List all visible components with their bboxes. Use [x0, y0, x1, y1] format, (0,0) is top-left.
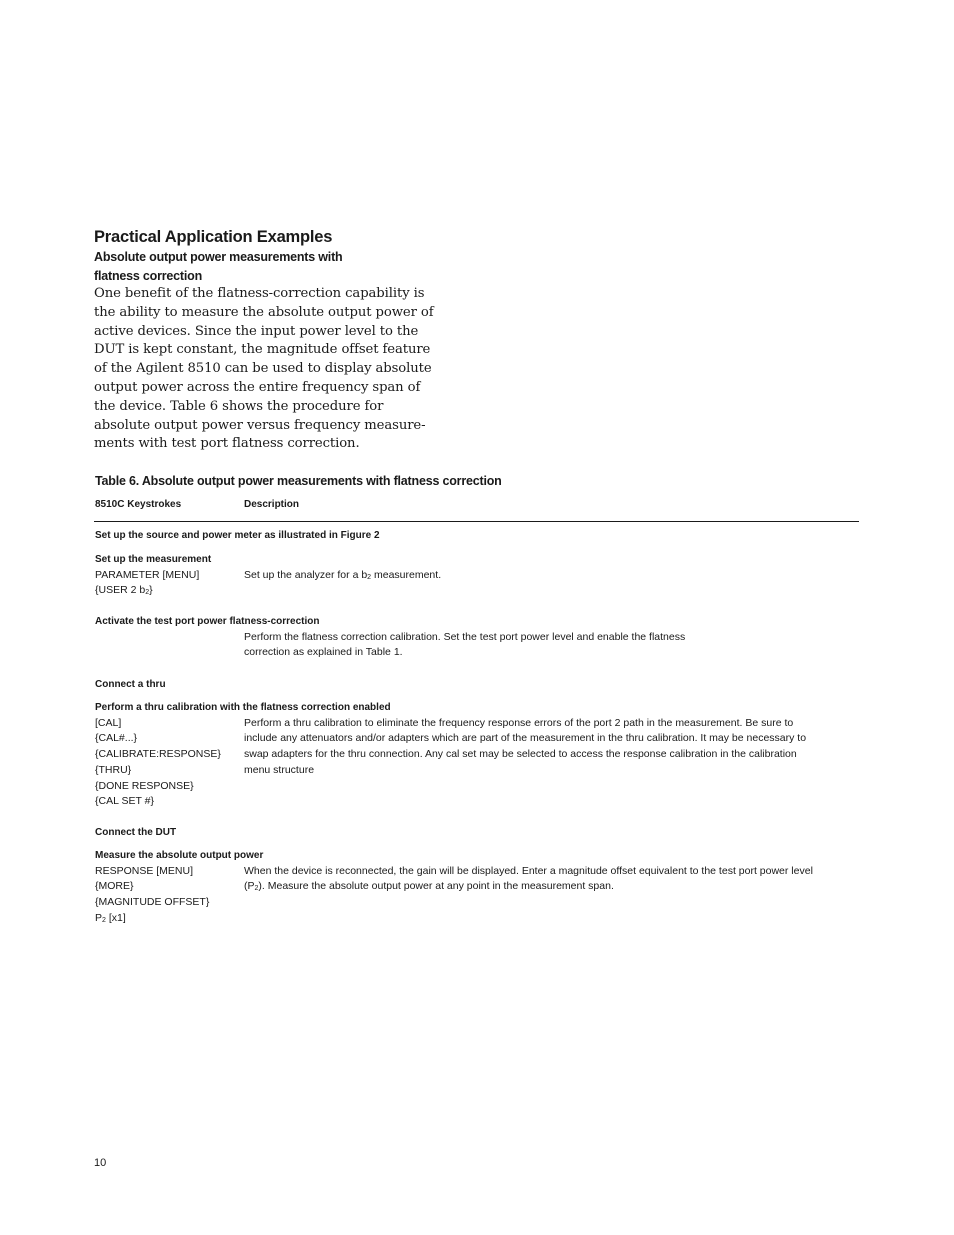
description-text: (P [244, 880, 255, 893]
step-title: Connect the DUT [95, 827, 177, 838]
body-line: ments with test port flatness correction. [94, 436, 360, 452]
body-line: the device. Table 6 shows the procedure for [94, 398, 384, 414]
body-line: the ability to measure the absolute output power of [94, 304, 434, 320]
table-step-measure-output-power [95, 848, 860, 927]
keystrokes-cell [95, 630, 244, 661]
table-step-thru-calibration [95, 700, 860, 810]
column-header-description: Description [244, 499, 300, 510]
table-step-setup-measurement [95, 552, 860, 599]
description-line [244, 568, 850, 584]
keystroke: RESPONSE [MENU] [95, 864, 194, 877]
subscript: 2 [367, 573, 372, 581]
description-line: correction as explained in Table 1. [244, 646, 403, 659]
description-line: Perform the flatness correction calibration. Set the test port power level and enable the flatness [244, 630, 686, 643]
subhead-line: flatness correction [94, 268, 203, 283]
step-row [95, 630, 860, 661]
keystrokes-cell [95, 568, 244, 599]
body-line: absolute output power versus frequency measure- [94, 417, 426, 433]
keystroke [95, 583, 244, 599]
table-step-flatness-correction [95, 614, 860, 661]
subscript: 2 [145, 589, 150, 597]
keystroke: {CALIBRATE:RESPONSE} [95, 748, 221, 761]
subhead [94, 248, 394, 285]
description-cell [244, 630, 850, 661]
keystroke-text: [x1] [105, 911, 126, 924]
description-text: measurement. [371, 568, 442, 581]
keystroke: {MAGNITUDE OFFSET} [95, 896, 210, 909]
body-line: output power across the entire frequency span of [94, 379, 421, 395]
keystroke: [CAL] [95, 716, 122, 729]
body-line: active devices. Since the input power level to the [94, 323, 419, 339]
step-row [95, 864, 860, 927]
keystroke: {DONE RESPONSE} [95, 779, 194, 792]
table-step-setup-source [95, 528, 860, 544]
table-step-connect-dut [95, 825, 860, 841]
subhead-line: Absolute output power measurements with [94, 250, 343, 264]
keystroke: {MORE} [95, 880, 134, 893]
description-line [244, 879, 850, 895]
subscript: 2 [254, 885, 259, 893]
table-caption: Table 6. Absolute output power measurements with flatness correction [95, 474, 502, 488]
keystroke: {THRU} [95, 763, 132, 776]
step-title: Activate the test port power flatness-correction [95, 616, 320, 627]
body-line: of the Agilent 8510 can be used to display absolute [94, 361, 432, 377]
description-text: Set up the analyzer for a b [244, 568, 368, 581]
table-step-connect-thru [95, 677, 860, 693]
description-cell [244, 864, 850, 927]
keystroke-text: {USER 2 b [95, 584, 146, 597]
keystroke: {CAL SET #} [95, 795, 154, 808]
page-number: 10 [94, 1157, 107, 1169]
keystroke-text: } [149, 584, 153, 597]
keystroke: PARAMETER [MENU] [95, 568, 200, 581]
step-row [95, 568, 860, 599]
step-title: Set up the measurement [95, 554, 212, 565]
keystroke-text: P [95, 911, 103, 924]
description-line: include any attenuators and/or adapters which are part of the measurement in the thru calibration. It may be necessary to [244, 732, 807, 745]
step-title: Connect a thru [95, 679, 166, 690]
step-title: Measure the absolute output power [95, 850, 264, 861]
description-line: swap adapters for the thru connection. Any cal set may be selected to access the response calibration in the calibration [244, 748, 797, 761]
column-header-keystrokes: 8510C Keystrokes [95, 499, 182, 510]
step-row [95, 716, 860, 810]
description-cell [244, 568, 850, 599]
body-line: DUT is kept constant, the magnitude offset feature [94, 342, 431, 358]
keystroke [95, 911, 244, 927]
description-line: When the device is reconnected, the gain will be displayed. Enter a magnitude offset equivalent to the test port power level [244, 864, 813, 877]
section-title: Practical Application Examples [94, 228, 333, 246]
keystroke: {CAL#...} [95, 732, 138, 745]
description-text: ). Measure the absolute output power at any point in the measurement span. [258, 880, 614, 893]
body-line: One benefit of the flatness-correction capability is [94, 286, 425, 301]
step-title: Set up the source and power meter as illustrated in Figure 2 [95, 530, 380, 541]
keystrokes-cell [95, 864, 244, 927]
description-line: menu structure [244, 763, 315, 776]
subscript: 2 [102, 916, 106, 924]
step-title: Perform a thru calibration with the flatness correction enabled [95, 702, 391, 713]
description-cell [244, 716, 850, 810]
description-line: Perform a thru calibration to eliminate the frequency response errors of the port 2 path in the measurement. Be sure to [244, 716, 794, 729]
table-header-rule [94, 521, 859, 522]
keystrokes-cell [95, 716, 244, 810]
body-paragraph [94, 285, 466, 454]
